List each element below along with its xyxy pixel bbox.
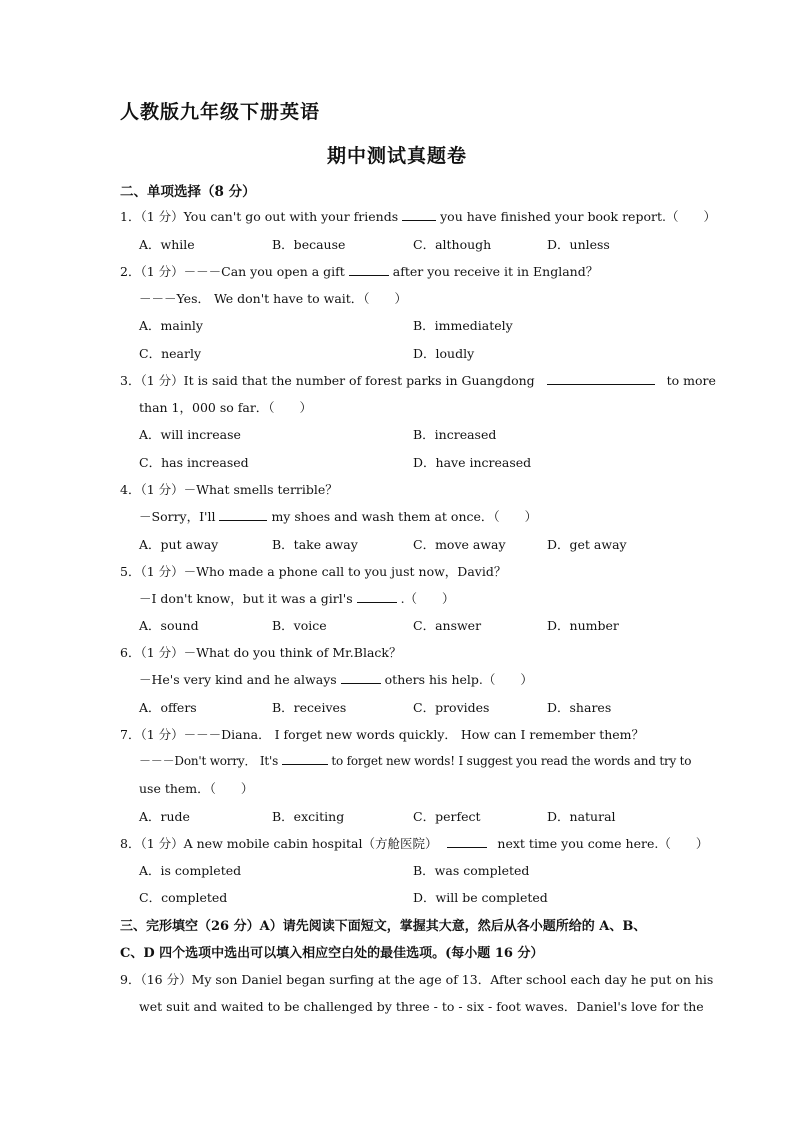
answer-blank xyxy=(349,263,389,276)
question-7-reply xyxy=(139,752,691,769)
question-7-continued: use them．（ ） xyxy=(139,781,254,796)
question-5-text-a: －I don't know，but it was a girl's xyxy=(139,591,353,606)
option-d: D．natural xyxy=(547,809,616,824)
option-c: C．move away xyxy=(413,537,506,552)
option-b: B．because xyxy=(272,237,346,252)
section-heading-single-choice: 二、单项选择（8 分） xyxy=(120,184,256,200)
option-c: C．provides xyxy=(413,700,490,715)
question-1-text-a: 1．（1 分）You can't go out with your friends xyxy=(120,209,399,224)
question-3-text-a: 3．（1 分）It is said that the number of forest parks in Guangdong xyxy=(120,373,535,388)
option-b: B．take away xyxy=(272,537,358,552)
option-a: A．put away xyxy=(139,537,219,552)
option-b: B．voice xyxy=(272,618,327,633)
question-8 xyxy=(120,834,708,852)
section-heading-cloze-line-1: 三、完形填空（26 分）A）请先阅读下面短文，掌握其大意，然后从各小题所给的 A、B、 xyxy=(120,919,647,934)
option-c: C．has increased xyxy=(139,455,249,470)
answer-blank xyxy=(447,835,487,848)
question-5: 5．（1 分）－Who made a phone call to you just now，David？ xyxy=(120,564,507,579)
document-subtitle: 期中测试真题卷 xyxy=(326,145,467,167)
option-d: D．unless xyxy=(547,237,610,252)
question-7-text-a: －－－Don't worry． It's xyxy=(139,754,279,768)
question-2-text-a: 2．（1 分）－－－Can you open a gift xyxy=(120,264,345,279)
question-7: 7．（1 分）－－－Diana． I forget new words quickly． How can I remember them？ xyxy=(120,727,645,742)
option-b: B．immediately xyxy=(413,318,513,333)
question-2 xyxy=(120,262,598,280)
question-4-text-a: －Sorry，I'll xyxy=(139,509,216,524)
question-4: 4．（1 分）－What smells terrible？ xyxy=(120,482,338,497)
question-2-text-b: after you receive it in England？ xyxy=(392,264,599,279)
option-d: D．loudly xyxy=(413,346,475,361)
option-c: C．although xyxy=(413,237,492,252)
option-b: B．increased xyxy=(413,427,497,442)
section-heading-cloze-line-2: C、D 四个选项中选出可以填入相应空白处的最佳选项。(每小题 16 分） xyxy=(120,946,544,961)
question-6-reply xyxy=(139,670,533,688)
option-c: C．completed xyxy=(139,890,228,905)
question-5-text-b: .（ ） xyxy=(400,591,455,606)
option-a: A．is completed xyxy=(139,863,242,878)
option-d: D．number xyxy=(547,618,619,633)
option-a: A．rude xyxy=(139,809,190,824)
question-3 xyxy=(120,371,716,389)
question-6-text-a: －He's very kind and he always xyxy=(139,672,337,687)
option-a: A．sound xyxy=(139,618,199,633)
option-a: A．will increase xyxy=(139,427,241,442)
option-a: A．offers xyxy=(139,700,197,715)
question-6-text-b: others his help.（ ） xyxy=(384,672,533,687)
answer-blank xyxy=(219,508,267,521)
question-8-text-a: 8．（1 分）A new mobile cabin hospital（方舱医院） xyxy=(120,836,438,851)
option-b: B．was completed xyxy=(413,863,530,878)
document-title: 人教版九年级下册英语 xyxy=(120,101,321,123)
answer-blank xyxy=(341,671,381,684)
option-d: D．get away xyxy=(547,537,627,552)
question-7-text-b: to forget new words! I suggest you read the words and try to xyxy=(331,754,692,768)
question-6: 6．（1 分）－What do you think of Mr.Black？ xyxy=(120,645,402,660)
question-2-reply: －－－Yes． We don't have to wait．（ ） xyxy=(139,291,408,306)
question-8-text-b: next time you come here.（ ） xyxy=(497,836,709,851)
question-3-text-b: to more xyxy=(666,373,716,388)
option-a: A．mainly xyxy=(139,318,203,333)
question-4-reply xyxy=(139,507,537,525)
answer-blank xyxy=(357,590,397,603)
option-b: B．exciting xyxy=(272,809,345,824)
option-d: D．will be completed xyxy=(413,890,548,905)
question-1 xyxy=(120,207,716,225)
question-3-continued: than 1，000 so far．（ ） xyxy=(139,400,313,415)
option-a: A．while xyxy=(139,237,195,252)
option-c: C．nearly xyxy=(139,346,201,361)
question-5-reply xyxy=(139,589,455,607)
answer-blank xyxy=(282,752,328,765)
option-c: C．perfect xyxy=(413,809,481,824)
option-c: C．answer xyxy=(413,618,482,633)
option-b: B．receives xyxy=(272,700,347,715)
answer-blank xyxy=(402,208,436,221)
option-d: D．shares xyxy=(547,700,612,715)
question-4-text-b: my shoes and wash them at once．（ ） xyxy=(271,509,538,524)
option-d: D．have increased xyxy=(413,455,532,470)
question-1-text-b: you have finished your book report.（ ） xyxy=(440,209,716,224)
answer-blank xyxy=(547,372,655,385)
question-9-line-1: 9．（16 分）My son Daniel began surfing at the age of 13．After school each day he put on his xyxy=(120,972,714,987)
question-9-line-2: wet suit and waited to be challenged by three - to - six - foot waves．Daniel's love for the xyxy=(139,999,704,1014)
